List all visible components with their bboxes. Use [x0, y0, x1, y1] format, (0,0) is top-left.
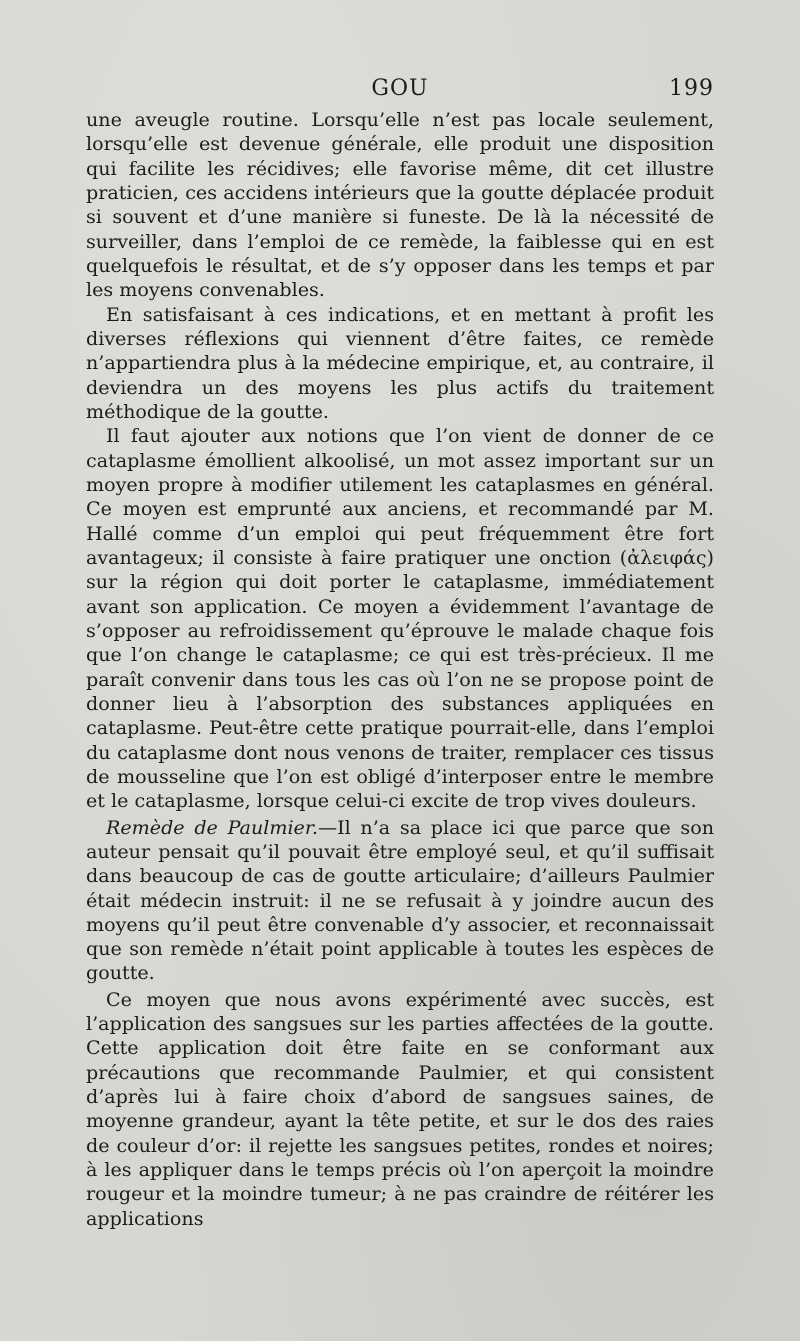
paulmier-text: —Il n’a sa place ici que parce que son auteur pensait qu’il pouvait être employé seul, et qu’il suffisait dans beaucoup de cas de goutte articulaire; d’ailleurs Paulmier était médecin instruit: il ne se refusait à y joindre aucun des moyens qu’il peut être convenable d’y associer, et reconnaissait que son remède n’était point applicable à toutes les espèces de goutte.	[86, 815, 714, 985]
page-number: 199	[669, 76, 714, 101]
running-header	[86, 76, 714, 106]
paulmier-heading: Remède de Paulmier.	[106, 815, 318, 839]
paragraph-sangsues: Ce moyen que nous avons expérimenté avec succès, est l’application des sangsues sur les parties affectées de la goutte. Cette application doit être faite en se conformant aux précautions que recommande Paulmier, et qui consistent d’après lui à faire choix d’abord de sangsues saines, de moyenne grandeur, ayant la tête petite, et sur le dos des raies de couleur d’or: il rejette les sangsues petites, rondes et noires; à les appliquer dans le temps précis où l’on aperçoit la moindre rougeur et la moindre tumeur; à ne pas craindre de réitérer les applications	[86, 987, 714, 1230]
running-title: GOU	[371, 76, 429, 101]
paragraph-onction: Il faut ajouter aux notions que l’on vient de donner de ce cataplasme émollient alkoolisé, un mot assez important sur un moyen propre à modifier utilement les cataplasmes en général. Ce moyen est emprunté aux anciens, et recommandé par M. Hallé comme d’un emploi qui peut fréquemment être fort avantageux; il consiste à faire pratiquer une onction (ἀλειφάς) sur la région qui doit porter le cataplasme, immédiatement avant son application. Ce moyen a évidemment l’avantage de s’opposer au refroidissement qu’éprouve le malade chaque fois que l’on change le cataplasme; ce qui est très-précieux. Il me paraît convenir dans tous les cas où l’on ne se propose point de donner lieu à l’absorption des substances appliquées en cataplasme. Peut-être cette pratique pourrait-elle, dans l’emploi du cataplasme dont nous venons de traiter, remplacer ces tissus de mousseline que l’on est obligé d’interposer entre le membre et le cataplasme, lorsque celui-ci excite de trop vives douleurs.	[86, 424, 714, 813]
paragraph-indications: En satisfaisant à ces indications, et en mettant à profit les diverses réflexions qui viennent d’être faites, ce remède n’appartiendra plus à la médecine empirique, et, au contraire, il deviendra un des moyens les plus actifs du traitement méthodique de la goutte.	[86, 302, 714, 423]
paragraph-paulmier	[86, 816, 714, 986]
paragraph-continuation: une aveugle routine. Lorsqu’elle n’est pas locale seulement, lorsqu’elle est devenue générale, elle produit une disposition qui facilite les récidives; elle favorise même, dit cet illustre praticien, ces accidens intérieurs que la goutte déplacée produit si souvent et d’une manière si funeste. De là la nécessité de surveiller, dans l’emploi de ce remède, la faiblesse qui en est quelquefois le résultat, et de s’y opposer dans les temps et par les moyens convenables.	[86, 108, 714, 302]
body-text	[86, 108, 714, 1231]
